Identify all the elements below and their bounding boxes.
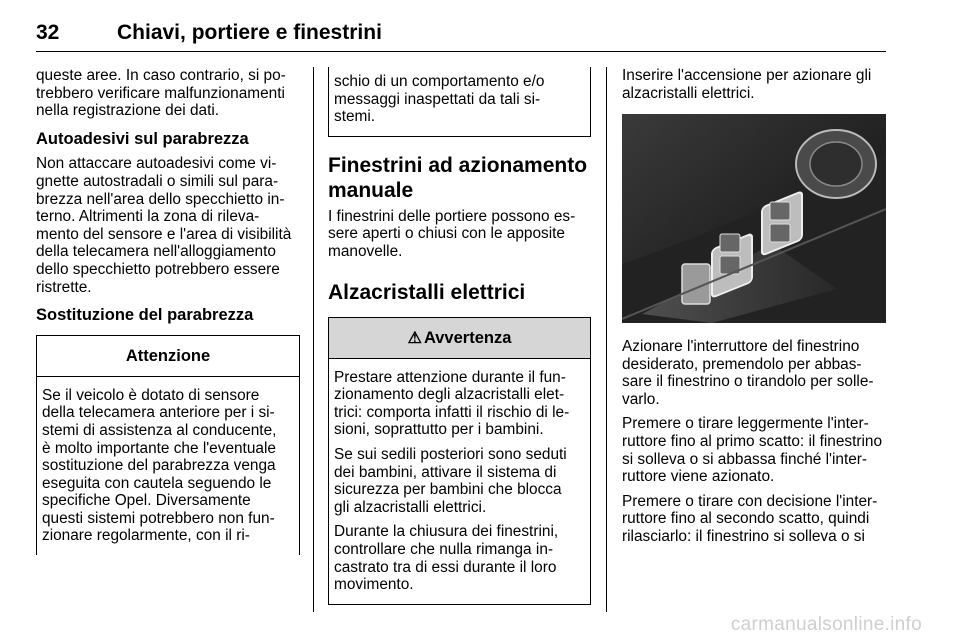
section-heading-windshield: Sostituzione del parabrezza	[36, 306, 254, 325]
column-1	[36, 67, 300, 555]
section-heading-manual-windows: Finestrini ad azionamento manuale	[328, 153, 588, 202]
column-3-lower	[622, 338, 890, 557]
footer-watermark: carmanualsonline.info	[730, 614, 922, 635]
warning-paragraph-1: Prestare attenzione durante il fun- zionamento degli alzacristalli elet- trici: comporta infatti il rischio di le- sioni, soprattutto per i bambini.	[334, 368, 570, 439]
warning-triangle-icon: ⚠	[407, 329, 422, 347]
window-switch-drawing	[622, 114, 886, 323]
column-divider-1	[313, 67, 314, 612]
column-divider-2	[606, 67, 607, 612]
warning-paragraph-3: Durante la chiusura dei finestrini, controllare che nulla rimanga in- castrato tra di essi durante il loro movimento.	[334, 523, 559, 594]
warning-box	[328, 317, 591, 605]
second-detent-paragraph: Premere o tirare con decisione l'inter- ruttore fino al secondo scatto, quindi rilasciarlo: il finestrino si solleva o si	[622, 492, 878, 545]
switch-paragraph: Azionare l'interruttore del finestrino desiderato, premendolo per abbas- sare il finestrino o tirandolo per solle- varlo.	[622, 338, 874, 408]
caution-box-continued	[328, 67, 591, 137]
first-detent-paragraph: Premere o tirare leggermente l'inter- ruttore fino al primo scatto: il finestrino si solleva o si abbassa finché l'inter- ruttore viene azionato.	[622, 415, 883, 486]
caution-box	[36, 335, 300, 555]
caution-body	[37, 377, 299, 555]
column-2	[328, 67, 591, 605]
power-window-switch-illustration	[622, 114, 886, 323]
stickers-paragraph: Non attaccare autoadesivi come vi- gnette autostradali o simili sul para- brezza nell'area dello specchietto in- terno. Altrimenti la zona di rileva- mento del sensore e l'area di visibilità della telecamera nell'alloggiamento dello specchietto potrebbero essere ristrette.	[36, 155, 292, 296]
chapter-title: Chiavi, portiere e finestrini	[117, 21, 382, 44]
header-rule	[36, 51, 886, 52]
caution-continued-text: schio di un comportamento e/o messaggi inaspettati da tali si- stemi.	[334, 73, 545, 126]
caution-text: Se il veicolo è dotato di sensore della telecamera anteriore per i si- stemi di assistenza al conducente, è molto importante che l'eventuale sostituzione del parabrezza venga eseguita con cautela seguendo le specifiche Opel. Diversamente questi sistemi potrebbero non fun- zionare regolarmente, con il ri-	[42, 386, 277, 545]
page-number: 32	[36, 21, 60, 44]
warning-title-bar	[329, 318, 590, 359]
caution-continued-body	[329, 67, 590, 136]
manual-windows-paragraph: I finestrini delle portiere possono es- sere aperti o chiusi con le apposite manovelle.	[328, 207, 576, 260]
ignition-paragraph: Inserire l'accensione per azionare gli alzacristalli elettrici.	[622, 67, 872, 102]
warning-paragraph-2: Se sui sedili posteriori sono seduti dei bambini, attivare il sistema di sicurezza per bambini che blocca gli alzacristalli elettrici.	[334, 445, 567, 516]
warning-title: Avvertenza	[423, 328, 512, 347]
intro-paragraph: queste aree. In caso contrario, si po- trebbero verificare malfunzionamenti nella registrazione dei dati.	[36, 67, 286, 120]
column-3	[622, 67, 890, 113]
caution-title: Attenzione	[37, 336, 299, 377]
section-heading-stickers: Autoadesivi sul parabrezza	[36, 129, 249, 148]
section-heading-power-windows: Alzacristalli elettrici	[328, 280, 526, 304]
warning-body	[329, 359, 590, 604]
